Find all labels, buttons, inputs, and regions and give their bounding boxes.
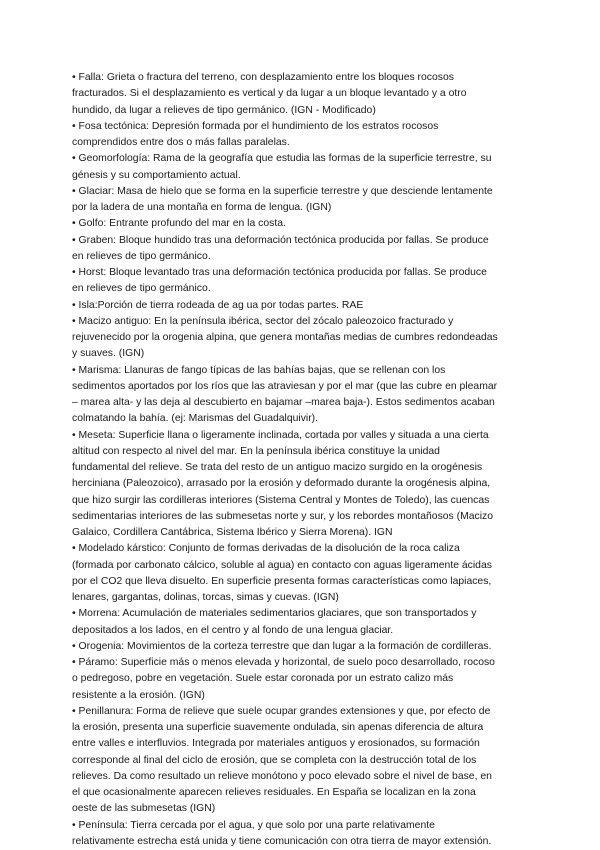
- text-line: lenares, gargantas, dolinas, torcas, simas y cuevas. (IGN): [72, 592, 339, 603]
- text-line: Galaico, Cordillera Cantábrica, Sistema Ibérico y Sierra Morena). IGN: [72, 527, 393, 538]
- text-line: que hizo surgir las cordilleras interiores (Sistema Central y Montes de Toledo), las cuencas: [72, 494, 490, 506]
- text-line: sedimentos aportados por los ríos que las atraviesan y por el mar (que las cubre en pleamar: [72, 380, 498, 392]
- text-line: sedimentarias interiores de las submesetas norte y sur, y los rebordes montañosos (Macizo: [72, 510, 494, 522]
- text-line: • Orogenia: Movimientos de la corteza terrestre que dan lugar a la formación de cordilleras.: [72, 640, 492, 652]
- text-line: • Penillanura: Forma de relieve que suele ocupar grandes extensiones y que, por efecto de: [72, 705, 491, 717]
- text-line: colmatando la bahía. (ej: Marismas del Guadalquivir).: [72, 413, 319, 425]
- text-line: • Isla:Porción de tierra rodeada de ag ua por todas partes. RAE: [72, 299, 364, 311]
- text-line: en relieves de tipo germánico.: [72, 250, 211, 262]
- text-line: por el CO2 que lleva disuelto. En superficie presenta formas características como lapiaces,: [72, 575, 492, 587]
- text-line: fracturados. Si el desplazamiento es vertical y da lugar a un bloque levantado y a otro: [72, 88, 467, 100]
- text-line: fundamental del relieve. Se trata del resto de un antiguo macizo surgido en la orogénesis: [72, 462, 483, 473]
- text-line: • Fosa tectónica: Depresión formada por el hundimiento de los estratos rocosos: [72, 120, 439, 132]
- text-line: el que ocasionalmente aparecen relieves residuales. En España se localizan en la zona: [72, 787, 476, 798]
- text-line: • Páramo: Superficie más o menos elevada y horizontal, de suelo poco desarrollado, rocoso: [72, 657, 495, 668]
- text-line: corresponde al final del ciclo de erosión, que se completa con la destrucción total de los: [72, 754, 477, 766]
- text-line: • Meseta: Superficie llana o ligeramente inclinada, cortada por valles y situada a una cierta: [72, 429, 489, 441]
- text-line: herciniana (Paleozoico), arrasado por la erosión y deformado durante la orogénesis alpina,: [72, 478, 491, 490]
- text-line: • Golfo: Entrante profundo del mar en la costa.: [72, 218, 286, 230]
- text-line: y suaves. (IGN): [72, 348, 145, 360]
- text-line: • Graben: Bloque hundido tras una deformación tectónica producida por fallas. Se produce: [72, 234, 489, 246]
- text-line: por la ladera de una montaña en forma de lengua. (IGN): [72, 202, 332, 213]
- text-line: altitud con respecto al nivel del mar. En la península ibérica constituye la unidad: [72, 445, 440, 457]
- text-line: • Falla: Grieta o fractura del terreno, con desplazamiento entre los bloques rocosos: [72, 72, 454, 83]
- text-line: comprendidos entre dos o más fallas paralelas.: [72, 137, 290, 148]
- text-line: • Península: Tierra cercada por el agua, y que solo por una parte relativamente: [72, 819, 435, 831]
- text-line: • Morrena: Acumulación de materiales sedimentarios glaciares, que son transportados y: [72, 608, 477, 620]
- text-line: • Marisma: Llanuras de fango típicas de las bahías bajas, que se rellenan con los: [72, 364, 446, 376]
- text-line: la erosión, presenta una superficie suavemente ondulada, sin apenas diferencia de altura: [72, 722, 484, 733]
- text-line: (formada por carbonato cálcico, soluble al agua) en contacto con aguas ligeramente ácidas: [72, 559, 492, 571]
- text-line: en relieves de tipo germánico.: [72, 283, 211, 295]
- text-line: • Horst: Bloque levantado tras una deformación tectónica producida por fallas. Se produce: [72, 267, 487, 278]
- document-page: [72, 70, 532, 850]
- text-line: entre valles e interfluvios. Integrada por materiales antiguos y erosionados, su formación: [72, 738, 480, 750]
- text-line: resistente a la erosión. (IGN): [72, 689, 205, 701]
- text-line: hundido, da lugar a relieves de tipo germánico. (IGN - Modificado): [72, 104, 376, 116]
- text-line: o pedregoso, pobre en vegetación. Suele estar coronada por un estrato calizo más: [72, 673, 454, 685]
- text-line: • Geomorfología: Rama de la geografía que estudia las formas de la superficie terrestre, su: [72, 153, 492, 165]
- text-line: • Macizo antiguo: En la península ibérica, sector del zócalo paleozoico fracturado y: [72, 315, 454, 327]
- text-line: relieves. Da como resultado un relieve monótono y poco elevado sobre el nivel de base, en: [72, 770, 492, 782]
- text-line: relativamente estrecha está unida y tiene comunicación con otra tierra de mayor extensión.: [72, 835, 492, 847]
- text-line: depositados a los lados, en el centro y al fondo de una lengua glaciar.: [72, 624, 394, 636]
- text-line: – marea alta- y las deja al descubierto en bajamar –marea baja-). Estos sedimentos acaban: [72, 397, 495, 408]
- text-line: rejuvenecido por la orogenia alpina, que genera montañas medias de cumbres redondeadas: [72, 332, 498, 343]
- text-line: • Glaciar: Masa de hielo que se forma en la superficie terrestre y que desciende lentamente: [72, 185, 493, 197]
- text-line: oeste de las submesetas (IGN): [72, 803, 216, 815]
- text-line: • Modelado kárstico: Conjunto de formas derivadas de la disolución de la roca caliza: [72, 543, 460, 555]
- text-line: génesis y su comportamiento actual.: [72, 169, 241, 181]
